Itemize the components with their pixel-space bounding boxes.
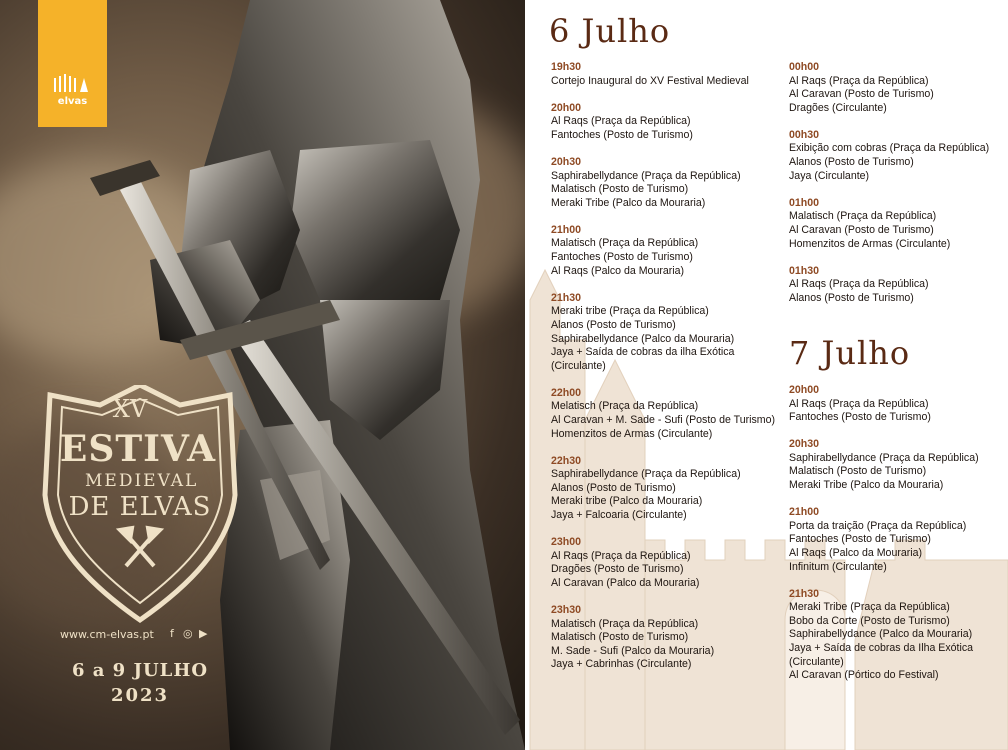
slot-time: 22h00: [551, 386, 582, 399]
youtube-icon[interactable]: ▶: [199, 627, 208, 640]
slot-item: M. Sade - Sufi (Palco da Mouraria): [551, 644, 715, 657]
slot-item: Alanos (Posto de Turismo): [551, 318, 676, 331]
schedule-slot: [551, 604, 781, 672]
slot-item: Al Caravan (Pórtico do Festival): [789, 669, 939, 682]
slot-item: Meraki tribe (Palco da Mouraria): [551, 495, 703, 508]
slot-item: Saphirabellydance (Praça da República): [789, 451, 979, 464]
slot-item: Al Caravan (Palco da Mouraria): [551, 576, 700, 589]
slot-item: Fantoches (Posto de Turismo): [551, 128, 693, 141]
day-7-title: 7 Julho: [789, 334, 911, 372]
slot-item: Al Raqs (Praça da República): [789, 74, 929, 87]
slot-item: Fantoches (Posto de Turismo): [789, 411, 931, 424]
schedule-slot: [789, 61, 1008, 115]
slot-item: Meraki Tribe (Palco da Mouraria): [551, 196, 706, 209]
website-link[interactable]: www.cm-elvas.pt: [60, 628, 154, 641]
slot-item: Malatisch (Posto de Turismo): [551, 631, 689, 644]
day-7-schedule: [789, 384, 1008, 696]
slot-time: 21h30: [789, 587, 820, 600]
slot-time: 22h30: [551, 454, 582, 467]
slot-time: 21h00: [789, 506, 820, 519]
slot-time: 19h30: [551, 61, 582, 73]
slot-time: 20h00: [789, 384, 820, 396]
day-6-schedule-left: [551, 61, 781, 685]
schedule-slot: [551, 61, 781, 88]
slot-item: Jaya + Falcoaria (Circulante): [551, 509, 687, 522]
slot-time: 23h30: [551, 604, 582, 616]
festival-dates: 6 a 9 JULHO: [71, 660, 209, 681]
slot-item: Jaya + Saída de cobras da Ilha Exótica (Circulante): [789, 642, 974, 668]
slot-item: Al Raqs (Praça da República): [551, 115, 691, 128]
schedule-slot: [789, 197, 1008, 251]
slot-time: 01h30: [789, 264, 820, 277]
schedule-slot: [789, 265, 1008, 306]
slot-item: Al Caravan (Posto de Turismo): [789, 88, 934, 101]
schedule-slot: [789, 438, 1008, 492]
slot-item: Malatisch (Praça da República): [789, 210, 937, 223]
slot-item: Alanos (Posto de Turismo): [789, 156, 914, 169]
slot-item: Alanos (Posto de Turismo): [551, 481, 676, 494]
slot-item: Al Raqs (Praça da República): [789, 397, 929, 410]
slot-item: Porta da traição (Praça da República): [789, 519, 967, 532]
slot-item: Fantoches (Posto de Turismo): [551, 251, 693, 264]
slot-item: Meraki Tribe (Palco da Mouraria): [789, 479, 944, 492]
slot-item: Saphirabellydance (Palco da Mouraria): [789, 628, 973, 641]
day-6-schedule-right: [789, 61, 1008, 319]
slot-time: 20h30: [789, 438, 820, 451]
schedule-slot: [789, 129, 1008, 183]
slot-item: Infinitum (Circulante): [789, 560, 887, 573]
crest-festival: ESTIVA: [59, 428, 217, 470]
slot-item: Al Raqs (Praça da República): [789, 278, 929, 291]
slot-time: 01h00: [789, 196, 820, 209]
slot-item: Jaya + Cabrinhas (Circulante): [551, 658, 692, 671]
slot-item: Malatisch (Posto de Turismo): [551, 183, 689, 196]
slot-item: Homenzitos de Armas (Circulante): [551, 427, 713, 440]
slot-item: Al Raqs (Palco da Mouraria): [551, 264, 685, 277]
slot-time: 00h00: [789, 61, 820, 73]
slot-item: Malatisch (Praça da República): [551, 617, 699, 630]
slot-time: 21h00: [551, 223, 582, 236]
slot-item: Dragões (Posto de Turismo): [551, 563, 684, 576]
logo-text: elvas: [57, 96, 88, 107]
slot-item: Jaya (Circulante): [789, 169, 870, 182]
slot-item: Melatisch (Praça da República): [551, 400, 699, 413]
slot-item: Malatisch (Posto de Turismo): [789, 465, 927, 478]
slot-item: Cortejo Inaugural do XV Festival Medieval: [551, 74, 749, 87]
slot-item: Meraki tribe (Praça da República): [551, 305, 709, 318]
slot-item: Meraki Tribe (Praça da República): [789, 601, 950, 614]
schedule-slot: [551, 292, 781, 374]
slot-time: 20h00: [551, 101, 582, 114]
axes-icon: [120, 528, 160, 566]
crest-elvas: DE ELVAS: [68, 492, 212, 522]
slot-item: Saphirabellydance (Palco da Mouraria): [551, 332, 735, 345]
schedule-slot: [551, 387, 781, 441]
slot-item: Homenzitos de Armas (Circulante): [789, 237, 951, 250]
instagram-icon[interactable]: ◎: [183, 627, 193, 640]
slot-time: 21h30: [551, 291, 582, 304]
schedule-slot: [551, 156, 781, 210]
festival-year: 2023: [110, 685, 170, 706]
slot-item: Bobo da Corte (Posto de Turismo): [789, 614, 950, 627]
slot-item: Alanos (Posto de Turismo): [789, 291, 914, 304]
facebook-icon[interactable]: f: [170, 627, 174, 640]
slot-item: Al Raqs (Praça da República): [551, 549, 691, 562]
schedule-slot: [551, 455, 781, 523]
slot-item: Al Caravan + M. Sade - Sufi (Posto de Turismo): [551, 413, 776, 426]
castle-columns-icon: [52, 72, 92, 94]
slot-item: Fantoches (Posto de Turismo): [789, 533, 931, 546]
slot-time: 00h30: [789, 128, 820, 141]
day-6-title: 6 Julho: [549, 12, 671, 50]
slot-time: 20h30: [551, 155, 582, 168]
schedule-slot: [789, 588, 1008, 683]
crest-medieval: MEDIEVAL: [85, 471, 199, 491]
slot-item: Al Caravan (Posto de Turismo): [789, 223, 934, 236]
slot-item: Al Raqs (Palco da Mouraria): [789, 546, 923, 559]
slot-item: Jaya + Saída de cobras da ilha Exótica (Circulante): [551, 346, 735, 372]
schedule-slot: [551, 536, 781, 590]
slot-item: Exibição com cobras (Praça da República): [789, 142, 990, 155]
slot-item: Saphirabellydance (Praça da República): [551, 468, 741, 481]
schedule-slot: [551, 224, 781, 278]
slot-item: Malatisch (Praça da República): [551, 237, 699, 250]
schedule-slot: [789, 506, 1008, 574]
elvas-logo[interactable]: [38, 0, 107, 127]
slot-item: Saphirabellydance (Praça da República): [551, 169, 741, 182]
schedule-slot: [551, 102, 781, 143]
slot-time: 23h00: [551, 536, 582, 549]
crest-edition: XV: [112, 395, 148, 423]
schedule-slot: [789, 384, 1008, 425]
slot-item: Dragões (Circulante): [789, 101, 887, 114]
